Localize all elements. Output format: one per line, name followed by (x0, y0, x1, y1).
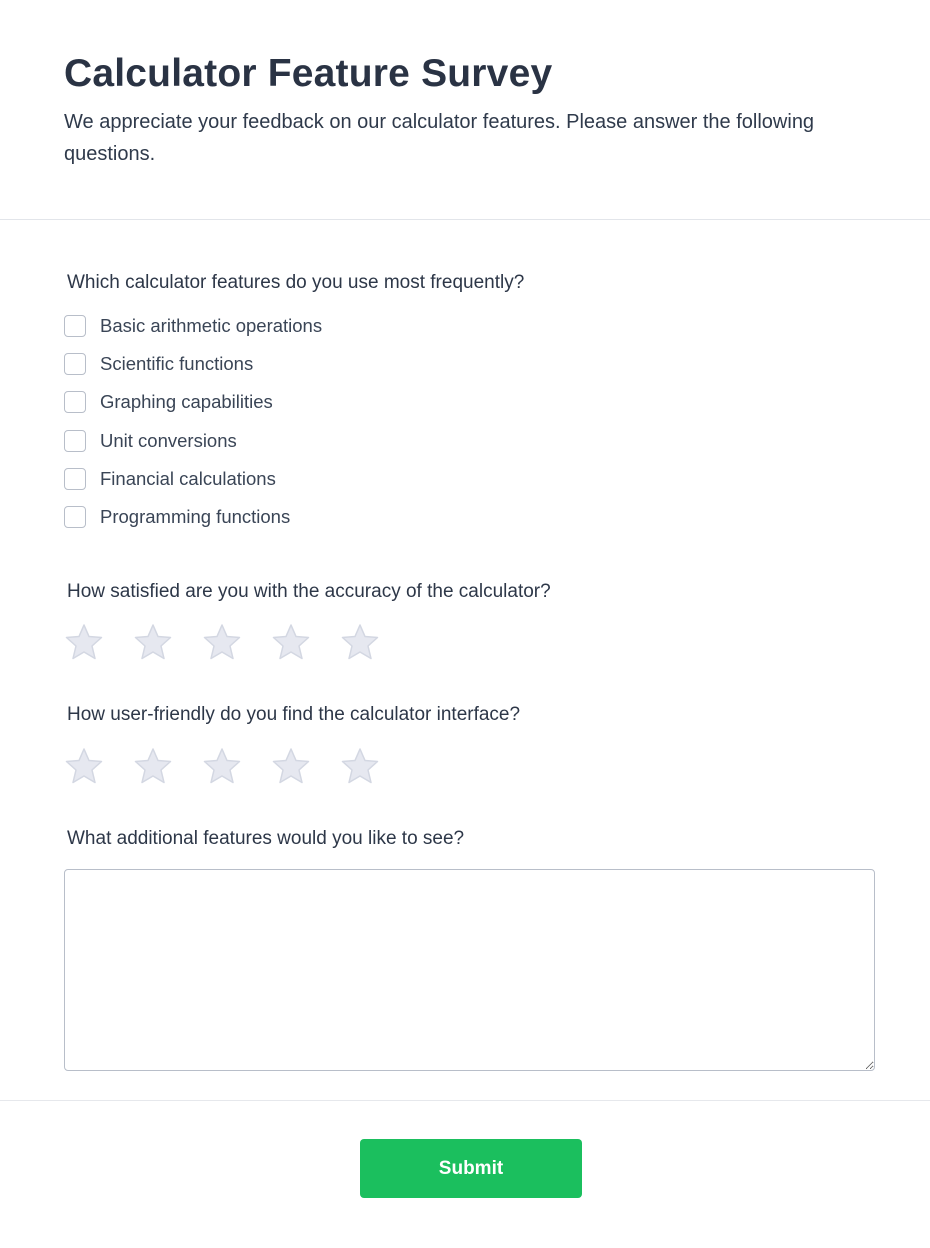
checkbox[interactable] (64, 430, 86, 452)
option-label: Unit conversions (100, 430, 237, 451)
star-icon[interactable] (202, 746, 242, 786)
question-usability-label: How user-friendly do you find the calculator interface? (67, 704, 521, 725)
star-icon[interactable] (271, 622, 311, 662)
option-scientific-functions[interactable] (64, 351, 253, 377)
checkbox[interactable] (64, 468, 86, 490)
star-icon[interactable] (340, 746, 380, 786)
submit-button[interactable]: Submit (360, 1139, 582, 1198)
option-programming-functions[interactable] (64, 504, 290, 530)
question-additional-label: What additional features would you like to see? (67, 828, 465, 849)
star-icon[interactable] (133, 746, 173, 786)
option-label: Graphing capabilities (100, 391, 273, 412)
checkbox[interactable] (64, 506, 86, 528)
page-title: Calculator Feature Survey (64, 52, 553, 95)
accuracy-rating (64, 622, 409, 662)
option-label: Basic arithmetic operations (100, 315, 323, 336)
option-graphing-capabilities[interactable] (64, 389, 273, 415)
option-unit-conversions[interactable] (64, 428, 237, 454)
star-icon[interactable] (340, 622, 380, 662)
option-financial-calculations[interactable] (64, 466, 276, 492)
usability-rating (64, 746, 409, 786)
question-features-label: Which calculator features do you use most frequently? (67, 272, 525, 293)
additional-features-textarea[interactable] (64, 869, 875, 1071)
checkbox[interactable] (64, 391, 86, 413)
star-icon[interactable] (64, 622, 104, 662)
option-label: Financial calculations (100, 468, 276, 489)
page-subtitle: We appreciate your feedback on our calculator features. Please answer the following questions. (64, 111, 815, 165)
checkbox[interactable] (64, 315, 86, 337)
option-label: Programming functions (100, 506, 291, 527)
star-icon[interactable] (271, 746, 311, 786)
option-basic-arithmetic[interactable] (64, 313, 322, 339)
question-accuracy-label: How satisfied are you with the accuracy of the calculator? (67, 581, 551, 602)
option-label: Scientific functions (100, 353, 254, 374)
star-icon[interactable] (64, 746, 104, 786)
survey-header (0, 0, 930, 220)
footer-divider (0, 1100, 930, 1101)
checkbox[interactable] (64, 353, 86, 375)
star-icon[interactable] (133, 622, 173, 662)
star-icon[interactable] (202, 622, 242, 662)
